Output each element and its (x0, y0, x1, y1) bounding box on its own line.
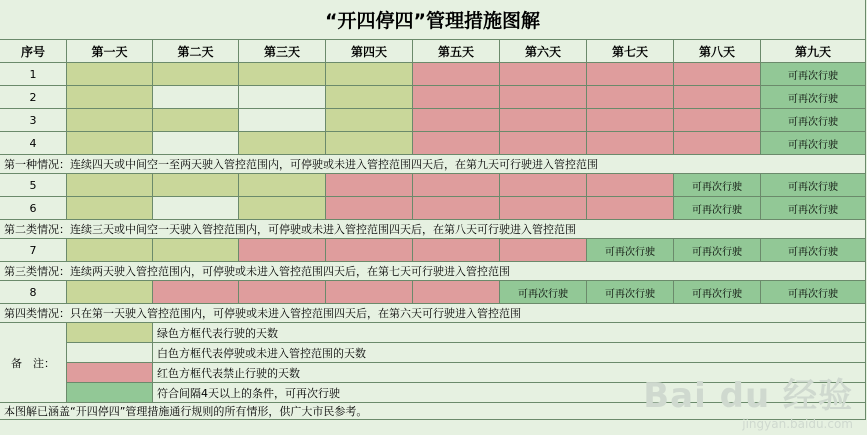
watermark-url: jingyan.baidu.com (742, 417, 853, 431)
day-cell (67, 132, 153, 155)
day-cell (413, 197, 500, 220)
drive-again-cell: 可再次行驶 (761, 174, 866, 197)
legend-swatch (67, 363, 153, 383)
row-number: 4 (0, 132, 67, 155)
header-cell: 第一天 (67, 40, 153, 63)
day-cell (500, 109, 587, 132)
legend-text: 符合间隔4天以上的条件，可再次行驶 (153, 383, 866, 403)
case-note: 第三类情况：连续两天驶入管控范围内，可停驶或未进入管控范围四天后，在第七天可行驶进入管控范围 (0, 262, 866, 281)
day-cell (326, 239, 413, 262)
header-cell: 序号 (0, 40, 67, 63)
drive-again-cell: 可再次行驶 (761, 109, 866, 132)
day-cell (67, 239, 153, 262)
row-number: 3 (0, 109, 67, 132)
drive-again-cell: 可再次行驶 (674, 239, 761, 262)
day-cell (587, 132, 674, 155)
day-cell (239, 86, 326, 109)
drive-again-cell: 可再次行驶 (674, 281, 761, 304)
drive-again-cell: 可再次行驶 (761, 132, 866, 155)
drive-again-cell: 可再次行驶 (761, 86, 866, 109)
day-cell (587, 86, 674, 109)
legend-swatch (67, 323, 153, 343)
drive-again-cell: 可再次行驶 (674, 197, 761, 220)
day-cell (326, 109, 413, 132)
day-cell (674, 63, 761, 86)
header-cell: 第三天 (239, 40, 326, 63)
day-cell (674, 86, 761, 109)
day-cell (326, 197, 413, 220)
day-cell (587, 63, 674, 86)
day-cell (239, 174, 326, 197)
drive-again-cell: 可再次行驶 (587, 239, 674, 262)
day-cell (153, 281, 239, 304)
day-cell (153, 197, 239, 220)
page-title: “开四停四”管理措施图解 (0, 0, 866, 40)
day-cell (239, 197, 326, 220)
day-cell (500, 239, 587, 262)
day-cell (67, 63, 153, 86)
day-cell (587, 197, 674, 220)
header-cell: 第六天 (500, 40, 587, 63)
day-cell (587, 174, 674, 197)
legend-swatch (67, 383, 153, 403)
row-number: 6 (0, 197, 67, 220)
drive-again-cell: 可再次行驶 (761, 281, 866, 304)
day-cell (67, 197, 153, 220)
header-cell: 第七天 (587, 40, 674, 63)
day-cell (326, 63, 413, 86)
drive-again-cell: 可再次行驶 (674, 174, 761, 197)
row-number: 5 (0, 174, 67, 197)
day-cell (153, 63, 239, 86)
day-cell (674, 132, 761, 155)
drive-again-cell: 可再次行驶 (500, 281, 587, 304)
day-cell (413, 132, 500, 155)
day-cell (413, 86, 500, 109)
header-cell: 第九天 (761, 40, 866, 63)
day-cell (153, 174, 239, 197)
drive-again-cell: 可再次行驶 (761, 197, 866, 220)
day-cell (153, 86, 239, 109)
watermark (643, 368, 853, 431)
day-cell (67, 281, 153, 304)
header-cell: 第八天 (674, 40, 761, 63)
drive-again-cell: 可再次行驶 (761, 63, 866, 86)
day-cell (326, 132, 413, 155)
day-cell (67, 86, 153, 109)
legend-label: 备 注： (0, 323, 67, 403)
footer-note: 本图解已涵盖“开四停四”管理措施通行规则的所有情形，供广大市民参考。 (0, 403, 866, 420)
header-cell: 第四天 (326, 40, 413, 63)
day-cell (326, 86, 413, 109)
day-cell (413, 109, 500, 132)
day-cell (500, 86, 587, 109)
day-cell (413, 281, 500, 304)
legend-text: 红色方框代表禁止行驶的天数 (153, 363, 866, 383)
day-cell (413, 174, 500, 197)
day-cell (239, 281, 326, 304)
day-cell (500, 63, 587, 86)
day-cell (500, 132, 587, 155)
header-cell: 第五天 (413, 40, 500, 63)
day-cell (413, 239, 500, 262)
case-note: 第四类情况：只在第一天驶入管控范围内，可停驶或未进入管控范围四天后，在第六天可行驶进入管控范围 (0, 304, 866, 323)
day-cell (674, 109, 761, 132)
row-number: 7 (0, 239, 67, 262)
case-note: 第二类情况：连续三天或中间空一天驶入管控范围内，可停驶或未进入管控范围四天后，在第八天可行驶进入管控范围 (0, 220, 866, 239)
day-cell (239, 109, 326, 132)
day-cell (587, 109, 674, 132)
row-number: 2 (0, 86, 67, 109)
day-cell (153, 239, 239, 262)
day-cell (326, 281, 413, 304)
drive-again-cell: 可再次行驶 (761, 239, 866, 262)
day-cell (326, 174, 413, 197)
case-note: 第一种情况：连续四天或中间空一至两天驶入管控范围内，可停驶或未进入管控范围四天后，在第九天可行驶进入管控范围 (0, 155, 866, 174)
header-cell: 第二天 (153, 40, 239, 63)
day-cell (153, 132, 239, 155)
row-number: 8 (0, 281, 67, 304)
row-number: 1 (0, 63, 67, 86)
legend-text: 白色方框代表停驶或未进入管控范围的天数 (153, 343, 866, 363)
drive-again-cell: 可再次行驶 (587, 281, 674, 304)
legend-text: 绿色方框代表行驶的天数 (153, 323, 866, 343)
day-cell (239, 132, 326, 155)
day-cell (67, 109, 153, 132)
day-cell (67, 174, 153, 197)
day-cell (500, 174, 587, 197)
watermark-brand: Bai du 经验 (643, 376, 853, 416)
day-cell (153, 109, 239, 132)
day-cell (413, 63, 500, 86)
day-cell (239, 239, 326, 262)
day-cell (500, 197, 587, 220)
legend-swatch (67, 343, 153, 363)
day-cell (239, 63, 326, 86)
